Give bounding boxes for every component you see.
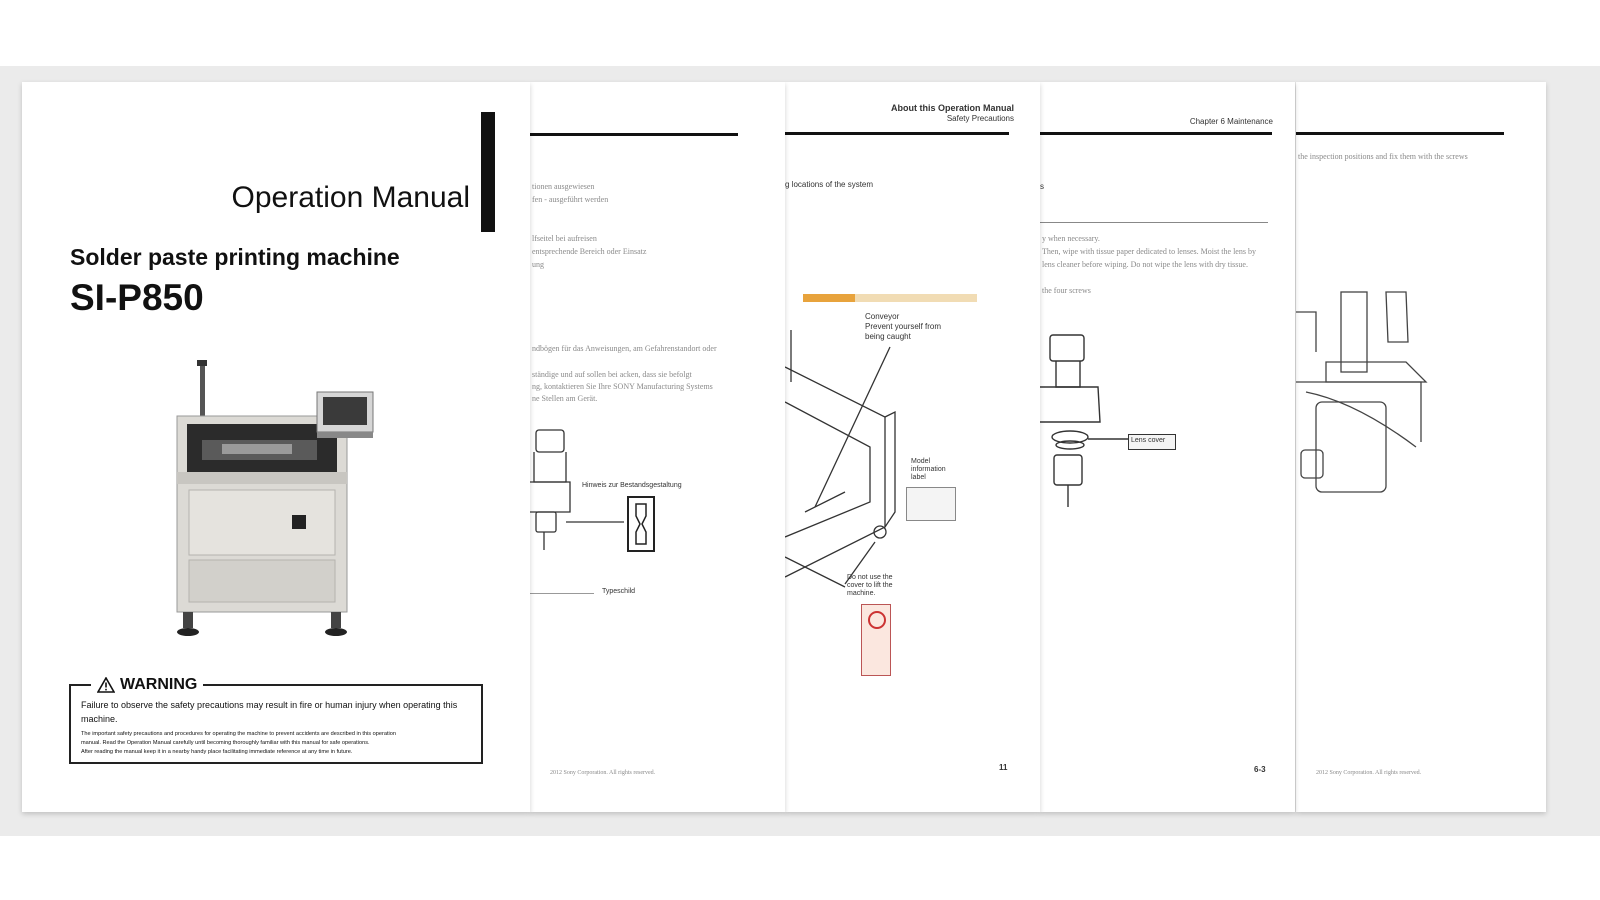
caution-sticker <box>861 604 891 676</box>
callout-lift-line3: machine. <box>847 590 876 597</box>
page-header-subtitle: Safety Precautions <box>946 114 1014 123</box>
footer-text: 2012 Sony Corporation. All rights reserved. <box>1316 770 1422 776</box>
footer-text: 2012 Sony Corporation. All rights reserved. <box>550 770 656 776</box>
manual-page-4 <box>1040 82 1295 812</box>
faint-text-line: ne Stellen am Gerät. <box>532 394 598 403</box>
callout-conveyor: Conveyor <box>865 312 900 321</box>
page-header-title: About this Operation Manual <box>891 103 1014 113</box>
callout-typeschild: Typeschild <box>602 588 636 595</box>
label-sticker-icon <box>627 496 655 552</box>
list-marker: s <box>1040 182 1044 191</box>
page-header-chapter: Chapter 6 Maintenance <box>1189 117 1273 126</box>
warning-label: WARNING <box>120 676 198 693</box>
section-rule <box>1040 222 1268 223</box>
machine-perspective-drawing <box>785 322 975 602</box>
leader-line <box>530 593 594 594</box>
warning-lead: Failure to observe the safety precautions may result in fire or human injury when operating this machine. <box>81 700 458 724</box>
faint-text-line: lens cleaner before wiping. Do not wipe the lens with dry tissue. <box>1042 260 1248 269</box>
machine-detail-drawing <box>1296 282 1476 522</box>
faint-text-line: ständige und auf sollen bei acken, dass sie befolgt <box>532 370 692 379</box>
header-rule <box>1296 132 1504 135</box>
intro-text: g locations of the system <box>785 180 874 189</box>
solder-printer-machine-image <box>167 360 382 642</box>
header-rule <box>530 133 738 136</box>
product-description: Solder paste printing machine <box>70 244 400 270</box>
faint-text-line: lfseitel bei aufreisen <box>532 234 597 243</box>
manual-cover-page <box>22 82 530 812</box>
faint-text-line: Then, wipe with tissue paper dedicated to lenses. Moist the lens by <box>1042 247 1256 256</box>
callout-lift-line2: cover to lift the <box>847 582 893 589</box>
warning-body-3: After reading the manual keep it in a nearby handy place facilitating immediate reference at any time in future. <box>81 749 353 755</box>
faint-text-line: entsprechende Bereich oder Einsatz <box>532 247 647 256</box>
prohibition-icon <box>868 611 886 629</box>
faint-text-line: the four screws <box>1042 286 1091 295</box>
header-rule <box>785 132 1009 135</box>
warning-body-2: manual. Read the Operation Manual carefully until becoming thoroughly familiar with this manual for safe operations. <box>81 740 370 746</box>
callout-lift: Do not use the <box>847 574 893 581</box>
faint-text-line: y when necessary. <box>1042 234 1100 243</box>
model-label-sticker <box>906 487 956 521</box>
faint-text-line: tionen ausgewiesen <box>532 182 595 191</box>
manual-page-3 <box>785 82 1040 812</box>
faint-text-line: ung <box>532 260 544 269</box>
header-rule <box>1040 132 1272 135</box>
warning-sticker-strip <box>803 294 977 302</box>
warning-body-1: The important safety precautions and procedures for operating the machine to prevent accidents are described in this operation <box>81 731 396 737</box>
page-number: 11 <box>999 763 1008 772</box>
warning-heading <box>91 674 203 696</box>
manual-page-5 <box>1296 82 1546 812</box>
faint-text-line: ng, kontaktieren Sie Ihre SONY Manufacturing Systems <box>532 382 713 391</box>
warning-box <box>69 676 483 764</box>
faint-text-line: the inspection positions and fix them with the screws <box>1298 152 1468 161</box>
callout-lens-cover: Lens cover <box>1131 437 1166 444</box>
faint-text-line: ndbögen für das Anweisungen, am Gefahrenstandort oder <box>532 344 717 353</box>
page-number: 6-3 <box>1254 765 1266 774</box>
callout-hinweis: Hinweis zur Bestandsgestaltung <box>582 482 682 489</box>
callout-model-label: Model <box>911 458 931 465</box>
faint-text-line: fen - ausgeführt werden <box>532 195 609 204</box>
callout-model-label-line2: information <box>911 466 946 473</box>
callout-conveyor-line2: Prevent yourself from <box>865 322 942 331</box>
manual-page-2 <box>530 82 785 812</box>
model-number: SI-P850 <box>70 277 204 318</box>
warning-triangle-icon <box>97 677 115 693</box>
cover-accent-bar <box>481 112 495 232</box>
camera-unit-drawing <box>1040 327 1190 527</box>
callout-model-label-line3: label <box>911 474 926 481</box>
manual-title: Operation Manual <box>231 181 470 214</box>
callout-conveyor-line3: being caught <box>865 332 911 341</box>
